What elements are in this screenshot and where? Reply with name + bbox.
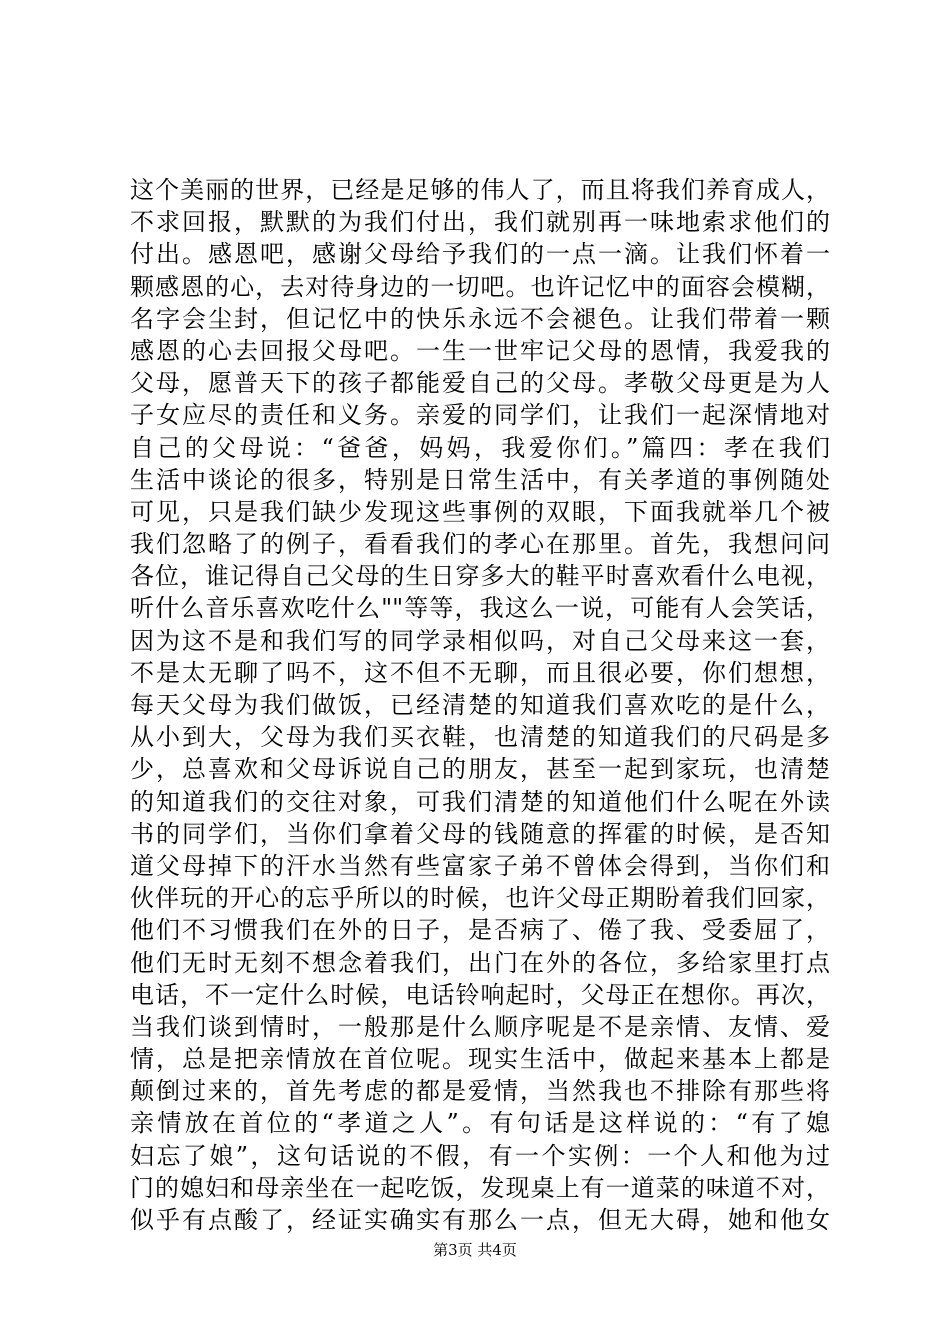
page-footer: 第3页 共4页	[433, 1241, 517, 1259]
text-line: 这个美丽的世界，已经是足够的伟人了，而且将我们养育成人，	[130, 176, 830, 204]
text-line: 父母，愿普天下的孩子都能爱自己的父母。孝敬父母更是为人	[130, 369, 830, 398]
text-line: 名字会尘封，但记忆中的快乐永远不会褪色。让我们带着一颗	[130, 304, 830, 333]
text-line: 自己的父母说：“爸爸，妈妈，我爱你们。”篇四：孝在我们	[130, 433, 830, 462]
text-line: 我们忽略了的例子，看看我们的孝心在那里。首先，我想问问	[130, 530, 830, 559]
text-line: 他们无时无刻不想念着我们，出门在外的各位，多给家里打点	[130, 948, 830, 977]
text-line: 子女应尽的责任和义务。亲爱的同学们，让我们一起深情地对	[130, 401, 830, 430]
text-line: 书的同学们，当你们拿着父母的钱随意的挥霍的时候，是否知	[130, 819, 830, 848]
text-line: 颗感恩的心，去对待身边的一切吧。也许记忆中的面容会模糊，	[130, 272, 830, 301]
text-line: 颠倒过来的，首先考虑的都是爱情，当然我也不排除有那些将	[130, 1077, 830, 1106]
text-line: 每天父母为我们做饭，已经清楚的知道我们喜欢吃的是什么，	[130, 691, 830, 719]
text-line: 道父母掉下的汗水当然有些富家子弟不曾体会得到，当你们和	[130, 851, 830, 880]
text-line: 情，总是把亲情放在首位呢。现实生活中，做起来基本上都是	[130, 1045, 830, 1074]
text-line: 付出。感恩吧，感谢父母给予我们的一点一滴。让我们怀着一	[130, 240, 830, 269]
text-line: 少，总喜欢和父母诉说自己的朋友，甚至一起到家玩，也清楚	[130, 755, 830, 784]
text-line: 伙伴玩的开心的忘乎所以的时候，也许父母正期盼着我们回家，	[130, 884, 830, 913]
text-line: 电话，不一定什么时候，电话铃响起时，父母正在想你。再次，	[130, 980, 830, 1009]
text-line: 亲情放在首位的“孝道之人”。有句话是这样说的：“有了媳	[130, 1109, 830, 1138]
document-body	[130, 174, 830, 1236]
text-line: 各位，谁记得自己父母的生日穿多大的鞋平时喜欢看什么电视，	[130, 562, 830, 591]
text-line: 感恩的心去回报父母吧。一生一世牢记父母的恩情，我爱我的	[130, 336, 830, 365]
text-line: 似乎有点酸了，经证实确实有那么一点，但无大碍，她和他女	[130, 1206, 830, 1234]
text-line: 不求回报，默默的为我们付出，我们就别再一味地索求他们的	[130, 208, 830, 237]
text-line: 门的媳妇和母亲坐在一起吃饭，发现桌上有一道菜的味道不对，	[130, 1173, 830, 1202]
text-line: 可见，只是我们缺少发现这些事例的双眼，下面我就举几个被	[130, 497, 830, 526]
text-line: 当我们谈到情时，一般那是什么顺序呢是不是亲情、友情、爱	[130, 1012, 830, 1041]
text-line: 的知道我们的交往对象，可我们清楚的知道他们什么呢在外读	[130, 787, 830, 816]
text-line: 不是太无聊了吗不，这不但不无聊，而且很必要，你们想想，	[130, 658, 830, 687]
text-line: 从小到大，父母为我们买衣鞋，也清楚的知道我们的尺码是多	[130, 723, 830, 752]
text-line: 因为这不是和我们写的同学录相似吗，对自己父母来这一套，	[130, 626, 830, 655]
text-line: 听什么音乐喜欢吃什么""等等，我这么一说，可能有人会笑话，	[130, 594, 830, 623]
text-line: 生活中谈论的很多，特别是日常生活中，有关孝道的事例随处	[130, 465, 830, 494]
text-line: 妇忘了娘”，这句话说的不假，有一个实例：一个人和他为过	[130, 1141, 830, 1170]
text-line: 他们不习惯我们在外的日子，是否病了、倦了我、受委屈了，	[130, 916, 830, 945]
